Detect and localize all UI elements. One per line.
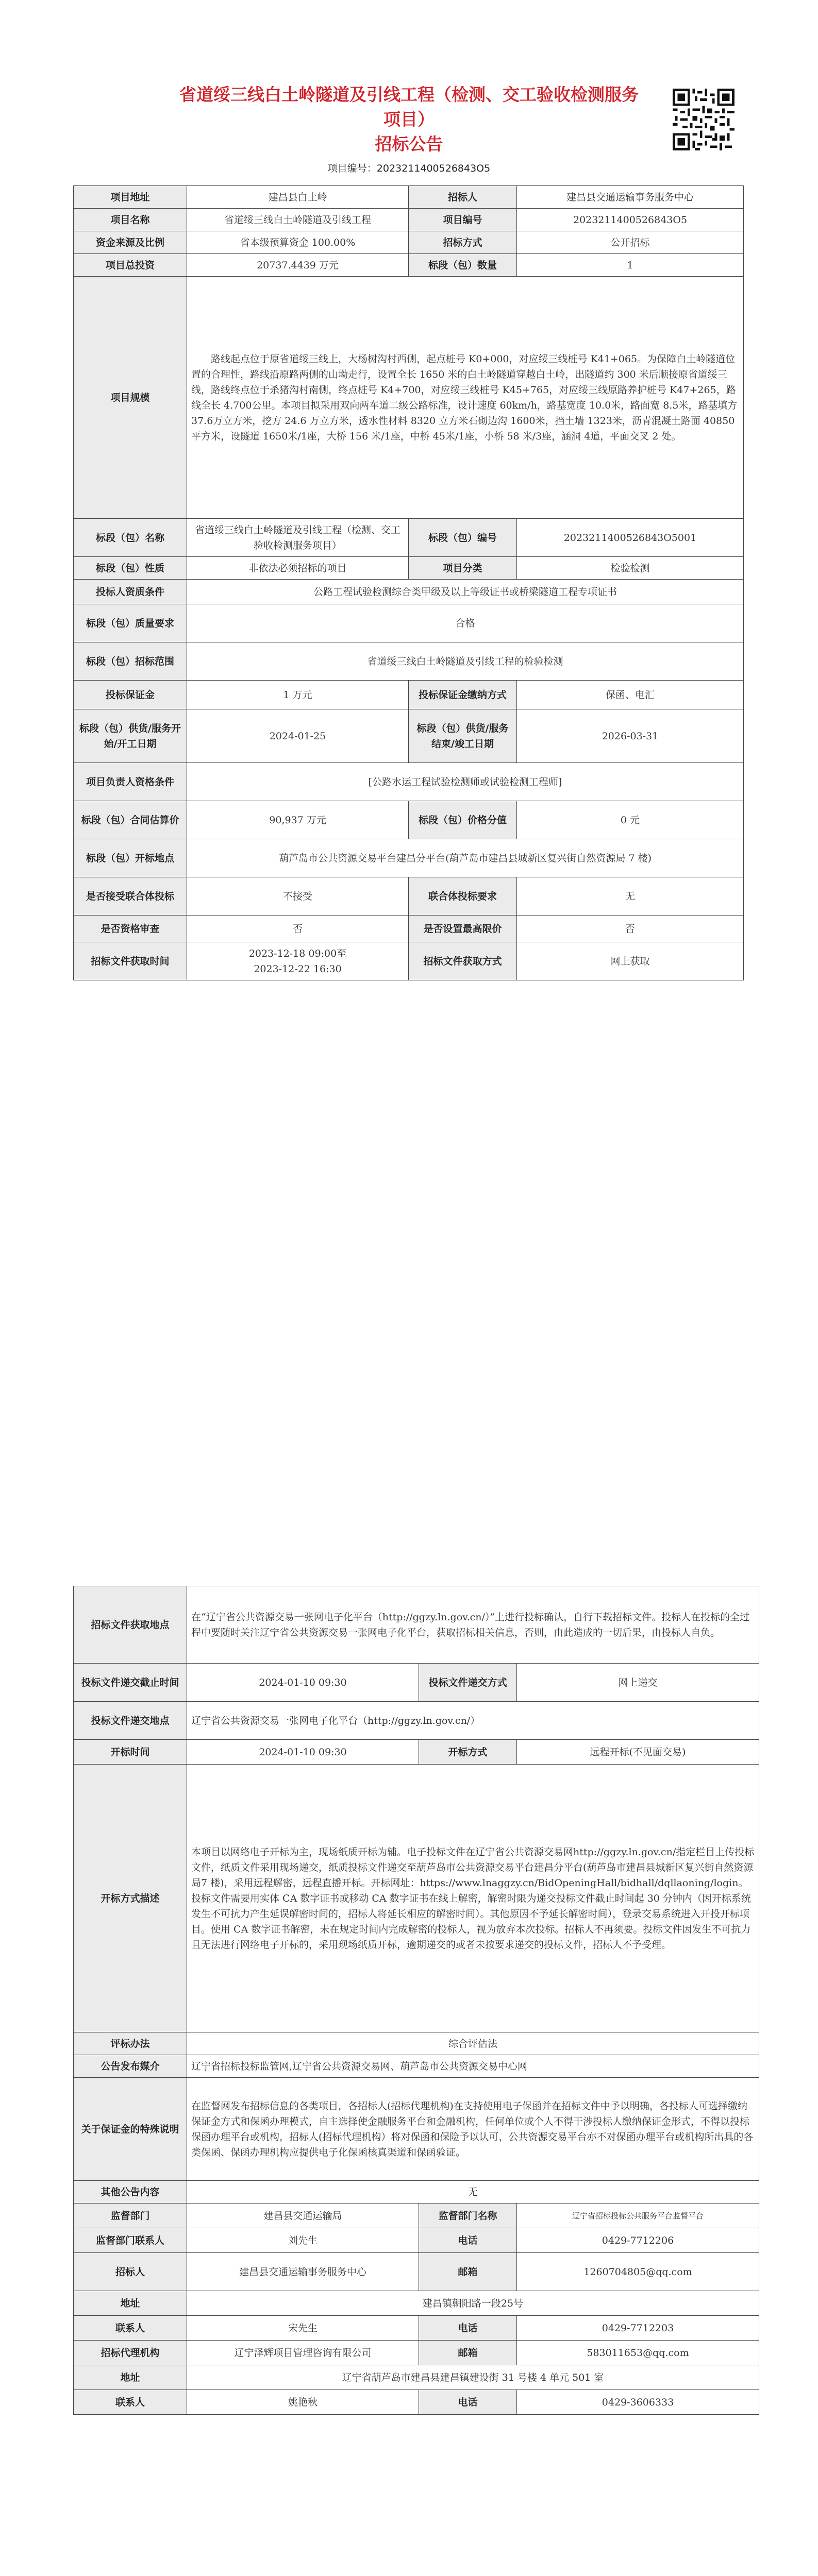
value-tenderer: 建昌县交通运输事务服务中心 bbox=[517, 186, 744, 209]
value-publish-media: 辽宁省招标投标监管网,辽宁省公共资源交易网、葫芦岛市公共资源交易中心网 bbox=[187, 2055, 759, 2078]
table-row bbox=[74, 801, 744, 839]
value-tender-scope: 省道绥三线白土岭隧道及引线工程的检验检测 bbox=[187, 642, 744, 681]
table-row bbox=[74, 2291, 759, 2316]
table-row bbox=[74, 839, 744, 877]
value-agency-address: 辽宁省葫芦岛市建昌县建昌镇建设街 31 号楼 4 单元 501 室 bbox=[187, 2365, 759, 2390]
value-end-date: 2026-03-31 bbox=[517, 709, 744, 763]
value-total-investment: 20737.4439 万元 bbox=[187, 254, 409, 277]
page-subtitle: 招标公告 bbox=[375, 134, 443, 154]
label-project-address: 项目地址 bbox=[74, 186, 187, 209]
value-contract-estimate: 90,937 万元 bbox=[187, 801, 409, 839]
label-opening-time: 开标时间 bbox=[74, 1740, 187, 1765]
label-doc-obtain-location: 招标文件获取地点 bbox=[74, 1586, 187, 1664]
value-agency-contact: 姚艳秋 bbox=[187, 2390, 419, 2415]
value-project-scale: 路线起点位于原省道绥三线上，大杨树沟村西侧，起点桩号 K0+000，对应绥三线桩号 K41+065。为保障白土岭隧道位置的合理性，路线沿原路两侧的山坳走行，设置全长 1650 米的白土岭隧道穿越白土岭，出隧道约 300 米后顺接原省道绥三线，路线终点位于杀猪沟村南侧，终点桩号 K4+700，对应绥三线桩号 K45+765，对应绥三线原路养护桩号 K47+265，路线全长 4.700公里。本项目拟采用双向两车道二级公路标准，设计速度 60km/h，路基宽度 10.0米，路面宽 8.5米，路基填方 37.6万立方米，挖方 24.6 万立方米，透水性材料 8320 立方米石砌边沟 1600米，挡土墙 1323米，沥青混凝土路面 40850平方米，设隧道 1650米/1座，大桥 156 米/1座，中桥 45米/1座，小桥 58 米/3座，涵洞 4道，平面交叉 2 处。 bbox=[187, 277, 744, 519]
label-fund-source: 资金来源及比例 bbox=[74, 231, 187, 254]
table-row bbox=[74, 2341, 759, 2365]
label-opening-description: 开标方式描述 bbox=[74, 1765, 187, 2032]
table-row bbox=[74, 2055, 759, 2078]
table-row bbox=[74, 942, 744, 980]
label-start-date: 标段（包）供货/服务开始/开工日期 bbox=[74, 709, 187, 763]
doc-obtain-end: 2023-12-22 16:30 bbox=[254, 963, 342, 975]
label-max-price: 是否设置最高限价 bbox=[409, 916, 517, 942]
value-max-price: 否 bbox=[517, 916, 744, 942]
label-tenderer-phone: 电话 bbox=[419, 2316, 517, 2341]
label-tender-scope: 标段（包）招标范围 bbox=[74, 642, 187, 681]
value-tenderer-address: 建昌镇朝阳路一段25号 bbox=[187, 2291, 759, 2316]
value-bond-payment-method: 保函、电汇 bbox=[517, 681, 744, 709]
label-supervisor-contact: 监督部门联系人 bbox=[74, 2228, 187, 2253]
table-row bbox=[74, 2253, 759, 2291]
label-contract-estimate: 标段（包）合同估算价 bbox=[74, 801, 187, 839]
value-project-address: 建昌县白土岭 bbox=[187, 186, 409, 209]
label-opening-method: 开标方式 bbox=[419, 1740, 517, 1765]
value-supervisor-name: 辽宁省招标投标公共服务平台监督平台 bbox=[517, 2204, 759, 2228]
value-agency-email: 583011653@qq.com bbox=[517, 2341, 759, 2365]
qr-code-icon bbox=[673, 89, 734, 150]
value-bond-special-note: 在监督网发布招标信息的各类项目，各招标人(招标代理机构)在支持使用电子保函并在招标文件中予以明确，各投标人可选择缴纳保证金方式和保函办理模式，自主选择使金融服务平台和金融机构，任何单位或个人不得干涉投标人缴纳保证金形式，不得以投标保函办理平台或机构，招标人(招标代理机构）将对保函和保险予以认可，公共资源交易平台亦不对保函办理平台或机构所出具的各类保函、保函办理机构应提供电子化保函核真渠道和保函验证。 bbox=[187, 2078, 759, 2181]
table-row bbox=[74, 2316, 759, 2341]
label-consortium-accepted: 是否接受联合体投标 bbox=[74, 877, 187, 916]
value-doc-obtain-location: 在“辽宁省公共资源交易一张网电子化平台（http://ggzy.ln.gov.cn/）”上进行投标确认，自行下载招标文件。投标人在投标的全过程中要随时关注辽宁省公共资源交易一张网电子化平台，获取招标相关信息，否则，由此造成的一切后果，由投标人自负。 bbox=[187, 1586, 759, 1664]
label-bond-special-note: 关于保证金的特殊说明 bbox=[74, 2078, 187, 2181]
label-bond-payment-method: 投标保证金缴纳方式 bbox=[409, 681, 517, 709]
label-project-name: 项目名称 bbox=[74, 209, 187, 231]
value-other-content: 无 bbox=[187, 2181, 759, 2204]
value-submission-deadline: 2024-01-10 09:30 bbox=[187, 1664, 419, 1702]
label-project-no: 项目编号 bbox=[409, 209, 517, 231]
value-evaluation-method: 综合评估法 bbox=[187, 2032, 759, 2055]
table-row bbox=[74, 277, 744, 519]
value-project-no: 2023211400526843O5 bbox=[517, 209, 744, 231]
label-end-date: 标段（包）供货/服务结束/竣工日期 bbox=[409, 709, 517, 763]
label-supervisor-phone: 电话 bbox=[419, 2228, 517, 2253]
value-consortium-accepted: 不接受 bbox=[187, 877, 409, 916]
label-tenderer-address: 地址 bbox=[74, 2291, 187, 2316]
value-bidder-qualification: 公路工程试验检测综合类甲级及以上等级证书或桥梁隧道工程专项证书 bbox=[187, 580, 744, 604]
page-title: 省道绥三线白土岭隧道及引线工程（检测、交工验收检测服务 bbox=[179, 84, 639, 105]
table-row bbox=[74, 642, 744, 681]
value-opening-location: 葫芦岛市公共资源交易平台建昌分平台(葫芦岛市建昌县城新区复兴街自然资源局 7 楼) bbox=[187, 839, 744, 877]
label-evaluation-method: 评标办法 bbox=[74, 2032, 187, 2055]
label-tenderer: 招标人 bbox=[409, 186, 517, 209]
value-submission-location: 辽宁省公共资源交易一张网电子化平台（http://ggzy.ln.gov.cn/） bbox=[187, 1702, 759, 1740]
label-consortium-requirement: 联合体投标要求 bbox=[409, 877, 517, 916]
value-agency: 辽宁泽辉项目管理咨询有限公司 bbox=[187, 2341, 419, 2365]
value-opening-method: 远程开标(不见面交易) bbox=[517, 1740, 759, 1765]
value-tenderer-contact: 宋先生 bbox=[187, 2316, 419, 2341]
project-number: 项目编号：2023211400526843O5 bbox=[327, 163, 491, 174]
label-publish-media: 公告发布媒介 bbox=[74, 2055, 187, 2078]
value-tenderer-email: 1260704805@qq.com bbox=[517, 2253, 759, 2291]
table-row bbox=[74, 2181, 759, 2204]
value-bid-bond: 1 万元 bbox=[187, 681, 409, 709]
value-project-name: 省道绥三线白土岭隧道及引线工程 bbox=[187, 209, 409, 231]
label-submission-deadline: 投标文件递交截止时间 bbox=[74, 1664, 187, 1702]
value-pm-qualification: [公路水运工程试验检测师或试验检测工程师] bbox=[187, 763, 744, 801]
table-row bbox=[74, 2228, 759, 2253]
label-tenderer-email: 邮箱 bbox=[419, 2253, 517, 2291]
value-lot-no: 2023211400526843O5001 bbox=[517, 519, 744, 557]
table-row bbox=[74, 604, 744, 642]
value-doc-obtain-method: 网上获取 bbox=[517, 942, 744, 980]
value-lot-name: 省道绥三线白土岭隧道及引线工程（检测、交工验收检测服务项目） bbox=[187, 519, 409, 557]
value-submission-method: 网上递交 bbox=[517, 1664, 759, 1702]
label-submission-method: 投标文件递交方式 bbox=[419, 1664, 517, 1702]
value-tender-method: 公开招标 bbox=[517, 231, 744, 254]
table-row bbox=[74, 877, 744, 916]
value-opening-description: 本项目以网络电子开标为主，现场纸质开标为辅。电子投标文件在辽宁省公共资源交易网http://ggzy.ln.gov.cn/指定栏目上传投标文件，纸质文件采用现场递交，纸质投标文件递交至葫芦岛市公共资源交易平台建昌分平台(葫芦岛市建昌县城新区复兴街自然资源局7 楼)，采用远程解密，远程直播开标。开标网址：https://www.lnaggzy.cn/BidOpeningHall/bidhall/dqllaoning/login。投标文件需要用实体 CA 数字证书或移动 CA 数字证书在线上解密，解密时限为递交投标文件截止时间起 30 分钟内（因开标系统发生不可抗力产生延误解密时间的，招标人将延长相应的解密时间）。其他原因不予延长解密时间），登录交易系统进入开投开标项目。使用 CA 数字证书解密，未在规定时间内完成解密的投标人，视为放弃本次投标。招标人不再须要。投标文件因发生不可抗力且无法进行网络电子开标的，采用现场纸质开标，逾期递交的或者未按要求递交的投标文件，招标人不予受理。 bbox=[187, 1765, 759, 2032]
table-row bbox=[74, 1740, 759, 1765]
doc-obtain-start: 2023-12-18 09:00至 bbox=[248, 947, 347, 959]
value-tenderer-phone: 0429-7712203 bbox=[517, 2316, 759, 2341]
value-supervisor-contact: 刘先生 bbox=[187, 2228, 419, 2253]
table-row bbox=[74, 231, 744, 254]
label-doc-obtain-method: 招标文件获取方式 bbox=[409, 942, 517, 980]
table-row bbox=[74, 763, 744, 801]
table-row bbox=[74, 557, 744, 580]
label-supervisor-name: 监督部门名称 bbox=[419, 2204, 517, 2228]
label-lot-name: 标段（包）名称 bbox=[74, 519, 187, 557]
label-project-scale: 项目规模 bbox=[74, 277, 187, 519]
label-tender-method: 招标方式 bbox=[409, 231, 517, 254]
value-prequalification: 否 bbox=[187, 916, 409, 942]
value-price-score: 0 元 bbox=[517, 801, 744, 839]
label-lot-nature: 标段（包）性质 bbox=[74, 557, 187, 580]
label-lot-count: 标段（包）数量 bbox=[409, 254, 517, 277]
value-quality-requirement: 合格 bbox=[187, 604, 744, 642]
table-row bbox=[74, 1586, 759, 1664]
table-row bbox=[74, 681, 744, 709]
value-tenderer-2: 建昌县交通运输事务服务中心 bbox=[187, 2253, 419, 2291]
table-row bbox=[74, 709, 744, 763]
label-doc-obtain-time: 招标文件获取时间 bbox=[74, 942, 187, 980]
table-row bbox=[74, 580, 744, 604]
label-pm-qualification: 项目负责人资格条件 bbox=[74, 763, 187, 801]
table-row bbox=[74, 186, 744, 209]
table-row bbox=[74, 2032, 759, 2055]
label-lot-no: 标段（包）编号 bbox=[409, 519, 517, 557]
label-prequalification: 是否资格审查 bbox=[74, 916, 187, 942]
label-agency-phone: 电话 bbox=[419, 2390, 517, 2415]
label-agency-address: 地址 bbox=[74, 2365, 187, 2390]
announcement-table-1 bbox=[73, 185, 744, 980]
table-row bbox=[74, 1664, 759, 1702]
label-total-investment: 项目总投资 bbox=[74, 254, 187, 277]
value-agency-phone: 0429-3606333 bbox=[517, 2390, 759, 2415]
page-title-line2: 项目） bbox=[383, 109, 435, 129]
table-row bbox=[74, 916, 744, 942]
table-row bbox=[74, 1765, 759, 2032]
label-tenderer-2: 招标人 bbox=[74, 2253, 187, 2291]
value-lot-count: 1 bbox=[517, 254, 744, 277]
label-project-category: 项目分类 bbox=[409, 557, 517, 580]
value-fund-source: 省本级预算资金 100.00% bbox=[187, 231, 409, 254]
value-supervisor: 建昌县交通运输局 bbox=[187, 2204, 419, 2228]
label-quality-requirement: 标段（包）质量要求 bbox=[74, 604, 187, 642]
label-bid-bond: 投标保证金 bbox=[74, 681, 187, 709]
table-row bbox=[74, 2078, 759, 2181]
value-consortium-requirement: 无 bbox=[517, 877, 744, 916]
label-supervisor: 监督部门 bbox=[74, 2204, 187, 2228]
label-bidder-qualification: 投标人资质条件 bbox=[74, 580, 187, 604]
label-other-content: 其他公告内容 bbox=[74, 2181, 187, 2204]
table-row bbox=[74, 2390, 759, 2415]
label-agency-email: 邮箱 bbox=[419, 2341, 517, 2365]
table-row bbox=[74, 2204, 759, 2228]
table-row bbox=[74, 1702, 759, 1740]
label-agency: 招标代理机构 bbox=[74, 2341, 187, 2365]
value-lot-nature: 非依法必须招标的项目 bbox=[187, 557, 409, 580]
label-opening-location: 标段（包）开标地点 bbox=[74, 839, 187, 877]
label-submission-location: 投标文件递交地点 bbox=[74, 1702, 187, 1740]
label-price-score: 标段（包）价格分值 bbox=[409, 801, 517, 839]
table-row bbox=[74, 209, 744, 231]
table-row bbox=[74, 519, 744, 557]
announcement-table-2 bbox=[73, 1586, 759, 2415]
value-project-category: 检验检测 bbox=[517, 557, 744, 580]
label-tenderer-contact: 联系人 bbox=[74, 2316, 187, 2341]
table-row bbox=[74, 2365, 759, 2390]
table-row bbox=[74, 254, 744, 277]
value-doc-obtain-time bbox=[187, 942, 409, 980]
value-start-date: 2024-01-25 bbox=[187, 709, 409, 763]
label-agency-contact: 联系人 bbox=[74, 2390, 187, 2415]
value-opening-time: 2024-01-10 09:30 bbox=[187, 1740, 419, 1765]
value-supervisor-phone: 0429-7712206 bbox=[517, 2228, 759, 2253]
